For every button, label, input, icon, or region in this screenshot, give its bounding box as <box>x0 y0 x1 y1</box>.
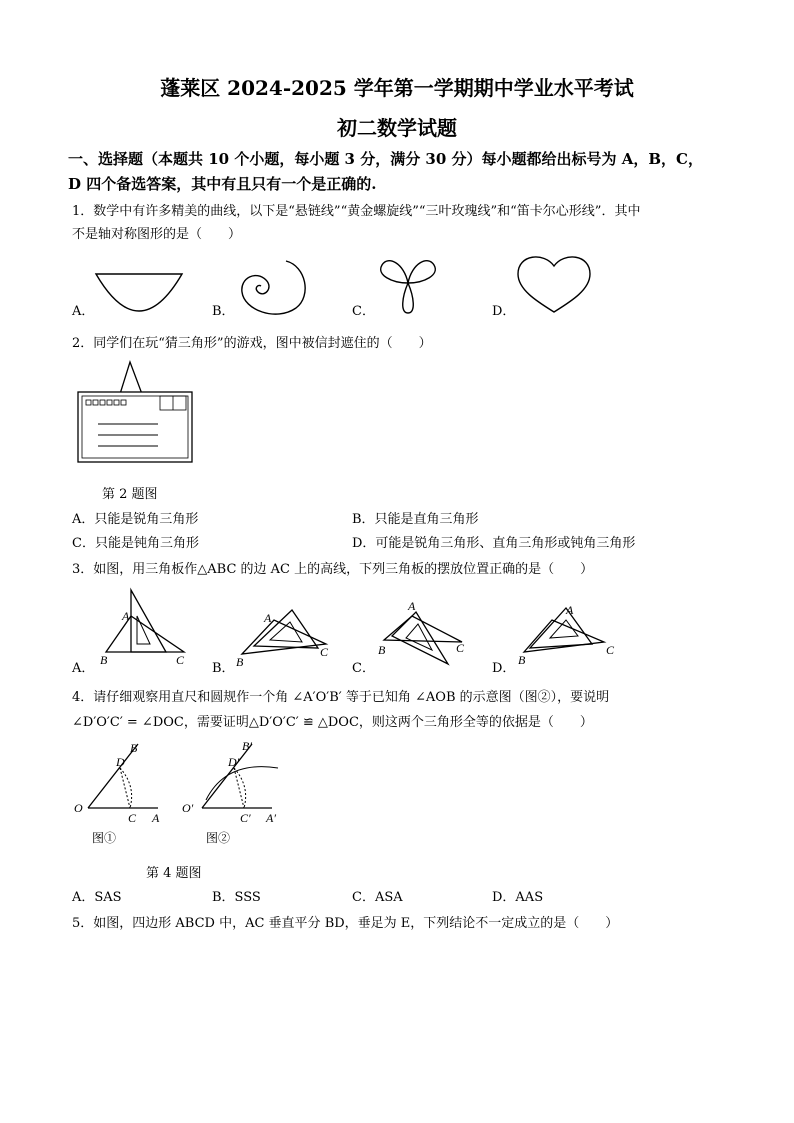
section-heading-line1: 一、选择题（本题共 10 个小题，每小题 3 分，满分 30 分）每小题都给出标号为 A，B，C， <box>68 150 703 168</box>
angle-construction-figure-1 <box>72 738 172 850</box>
q4-option-a: A．SAS <box>72 890 122 905</box>
q3c-label-b: B <box>378 643 386 657</box>
triangle-ruler-figure-a <box>96 586 196 670</box>
q3d-label-b: B <box>518 653 526 667</box>
q1-line2: 不是轴对称图形的是（ ） <box>72 227 242 242</box>
fig2-label-b: B′ <box>242 739 252 753</box>
fig2-label-o: O′ <box>182 801 194 815</box>
q3d-label-a: A <box>566 603 574 617</box>
fig2-label-a: A′ <box>266 811 276 825</box>
q1-option-b-label: B． <box>212 304 235 319</box>
exam-subtitle: 初二数学试题 <box>337 116 457 140</box>
q4-line1: 4．请仔细观察用直尺和圆规作一个角 ∠A′O′B′ 等于已知角 ∠AOB 的示意图（图②），要说明 <box>72 690 610 705</box>
fig1-label-o: O <box>74 801 83 815</box>
q4-option-c: C．ASA <box>352 890 403 905</box>
fig1-label-a: A <box>152 811 160 825</box>
q3-question: 3．如图，用三角板作△ABC 的边 AC 上的高线，下列三角板的摆放位置正确的是（ ） <box>72 562 594 577</box>
triangle-ruler-figure-c <box>376 599 476 670</box>
q3-option-a-label: A． <box>72 661 95 676</box>
catenary-curve-figure <box>94 266 184 316</box>
q3a-label-a: A <box>122 609 130 623</box>
triangle-ruler-figure-b <box>234 596 334 670</box>
fig1-label-c: C <box>128 811 137 825</box>
fig2-label-d: D′ <box>228 755 240 769</box>
fig2-caption: 图② <box>206 831 231 845</box>
q3c-label-a: A <box>408 599 416 613</box>
fig2-label-c: C′ <box>240 811 251 825</box>
golden-spiral-figure <box>234 258 314 316</box>
q3a-label-b: B <box>100 653 108 667</box>
three-leaf-rose-figure <box>374 255 444 317</box>
q2-option-b: B．只能是直角三角形 <box>352 512 479 527</box>
q3-option-b-label: B． <box>212 661 235 676</box>
q3d-label-c: C <box>606 643 615 657</box>
q4-line2: ∠D′O′C′ = ∠DOC，需要证明△D′O′C′ ≌ △DOC，则这两个三角形全等的依据是（ ） <box>72 715 593 730</box>
exam-title: 蓬莱区 2024-2025 学年第一学期期中学业水平考试 <box>160 76 634 100</box>
fig1-label-b: B <box>130 741 138 755</box>
q2-option-a: A．只能是锐角三角形 <box>72 512 199 527</box>
q2-option-d: D．可能是锐角三角形、直角三角形或钝角三角形 <box>352 536 636 551</box>
q3c-label-c: C <box>456 641 465 655</box>
q3b-label-a: A <box>264 611 272 625</box>
q3a-label-c: C <box>176 653 185 667</box>
angle-construction-figure-2 <box>180 738 290 850</box>
q4-figure-caption: 第 4 题图 <box>146 866 202 881</box>
q2-figure-caption: 第 2 题图 <box>102 487 158 502</box>
q1-option-a-label: A． <box>72 304 95 319</box>
q5-question: 5．如图，四边形 ABCD 中，AC 垂直平分 BD，垂足为 E，下列结论不一定成立的是（ ） <box>72 916 619 931</box>
q4-option-b: B．SSS <box>212 890 261 905</box>
fig1-label-d: D <box>116 755 125 769</box>
section-heading-line2: D 四个备选答案，其中有且只有一个是正确的. <box>68 175 377 193</box>
triangle-ruler-figure-d <box>516 602 616 670</box>
envelope-figure <box>76 356 196 466</box>
q2-question: 2．同学们在玩“猜三角形”的游戏，图中被信封遮住的（ ） <box>72 336 432 351</box>
q1-option-c-label: C． <box>352 304 375 319</box>
q2-option-c: C．只能是钝角三角形 <box>72 536 199 551</box>
q3b-label-b: B <box>236 655 244 669</box>
fig1-caption: 图① <box>92 831 117 845</box>
cardioid-heart-figure <box>514 252 594 316</box>
q3-option-c-label: C． <box>352 661 375 676</box>
q1-option-d-label: D． <box>492 304 516 319</box>
q3b-label-c: C <box>320 645 329 659</box>
q4-option-d: D．AAS <box>492 890 544 905</box>
q3-option-d-label: D． <box>492 661 516 676</box>
q1-line1: 1．数学中有许多精美的曲线，以下是“悬链线”“黄金螺旋线”“三叶玫瑰线”和“笛卡尔心形线”．其中 <box>72 204 641 219</box>
